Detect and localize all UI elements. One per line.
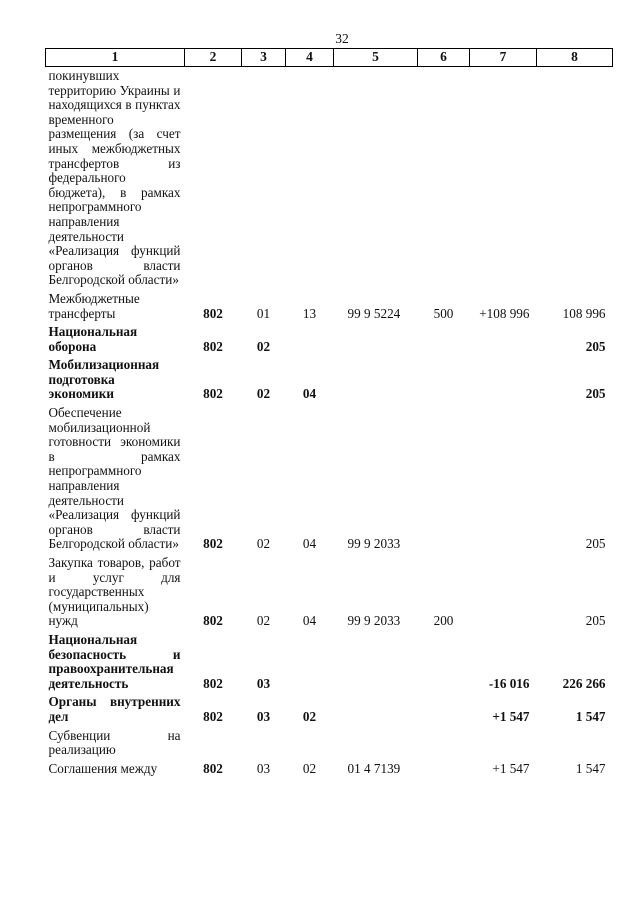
cell-section: 02 (256, 536, 271, 552)
cell-amount: 226 266 (562, 675, 606, 691)
column-header: 5 (334, 49, 418, 67)
cell-target-article (334, 633, 418, 695)
row-name: Национальная безопасность и правоохранительная деятельность (48, 631, 181, 691)
cell-change (470, 325, 537, 358)
cell-amount (537, 67, 613, 292)
cell-amount: 205 (585, 613, 606, 629)
cell-amount: 205 (585, 536, 606, 552)
cell-ministry: 802 (203, 760, 223, 776)
table-row (46, 292, 613, 325)
cell-expense-type (418, 358, 470, 406)
column-header: 8 (537, 49, 613, 67)
row-name: Национальная оборона (48, 324, 138, 354)
cell-ministry: 802 (203, 536, 223, 552)
cell-subsection: 02 (302, 708, 317, 724)
cell-change (470, 729, 537, 762)
cell-expense-type (418, 762, 470, 781)
row-name: Мобилизационная подготовка экономики (48, 357, 160, 402)
table-row (46, 729, 613, 762)
table-row (46, 556, 613, 633)
row-name: Органы внутренних дел (48, 694, 181, 724)
cell-change: -16 016 (488, 675, 530, 691)
cell-section: 01 (256, 305, 271, 321)
cell-target-article (334, 67, 418, 292)
cell-subsection: 02 (302, 760, 317, 776)
cell-amount: 1 547 (575, 708, 606, 724)
table-row (46, 762, 613, 781)
cell-change (470, 358, 537, 406)
cell-expense-type: 500 (433, 305, 454, 321)
cell-subsection: 04 (302, 386, 317, 402)
cell-section: 02 (256, 386, 271, 402)
cell-target-article (334, 695, 418, 728)
cell-target-article: 99 9 5224 (347, 305, 401, 321)
cell-change: +108 996 (479, 305, 530, 321)
row-name: Закупка товаров, работ и услуг для государственных (муниципальных) нужд (48, 555, 181, 629)
cell-change (470, 556, 537, 633)
cell-subsection: 04 (302, 536, 317, 552)
table-row (46, 67, 613, 292)
cell-subsection (286, 729, 334, 762)
column-header: 4 (286, 49, 334, 67)
cell-change (470, 406, 537, 556)
cell-section: 03 (256, 760, 271, 776)
table-row (46, 325, 613, 358)
table-row (46, 358, 613, 406)
row-name: Межбюджетные трансферты (48, 290, 140, 321)
column-header: 2 (185, 49, 242, 67)
cell-target-article: 99 9 2033 (347, 613, 401, 629)
cell-section: 03 (256, 675, 271, 691)
cell-section (242, 729, 286, 762)
cell-amount (537, 729, 613, 762)
column-header: 1 (46, 49, 185, 67)
cell-expense-type (418, 633, 470, 695)
cell-section: 02 (256, 613, 271, 629)
cell-expense-type (418, 729, 470, 762)
row-name: Субвенции на реализацию (48, 727, 181, 758)
cell-ministry: 802 (203, 613, 223, 629)
cell-ministry (185, 67, 242, 292)
cell-amount: 205 (585, 338, 606, 354)
column-header: 6 (418, 49, 470, 67)
cell-ministry: 802 (203, 708, 223, 724)
row-name: Обеспечение мобилизационной готовности экономики в рамках непрограммного направления деятельности «Реализация функций органов власти Белгородской области» (48, 405, 181, 552)
cell-expense-type (418, 67, 470, 292)
page-number: 32 (335, 31, 349, 46)
cell-amount: 108 996 (562, 305, 606, 321)
cell-expense-type (418, 406, 470, 556)
cell-expense-type: 200 (433, 613, 454, 629)
column-header: 3 (242, 49, 286, 67)
cell-expense-type (418, 695, 470, 728)
cell-change: +1 547 (492, 760, 530, 776)
cell-ministry: 802 (203, 675, 223, 691)
column-header: 7 (470, 49, 537, 67)
cell-change: +1 547 (492, 708, 530, 724)
cell-section: 02 (256, 338, 271, 354)
cell-amount: 205 (585, 386, 606, 402)
header-row (46, 49, 613, 67)
cell-ministry (185, 729, 242, 762)
table-row (46, 406, 613, 556)
cell-section (242, 67, 286, 292)
cell-ministry: 802 (203, 386, 223, 402)
cell-target-article (334, 358, 418, 406)
budget-table (45, 48, 613, 780)
cell-change (470, 67, 537, 292)
cell-ministry: 802 (203, 305, 223, 321)
row-name: покинувших территорию Украины и находящихся в пунктах временного размещения (за счет иных межбюджетных трансфертов из федерального бюджета), в рамках непрограммного направления деятельности «Реализация функций органов власти Белгородской области» (48, 68, 181, 288)
cell-expense-type (418, 325, 470, 358)
row-name: Соглашения между (48, 760, 158, 776)
cell-target-article (334, 325, 418, 358)
cell-subsection: 04 (302, 613, 317, 629)
cell-subsection (286, 325, 334, 358)
cell-target-article: 99 9 2033 (347, 536, 401, 552)
table-body (46, 67, 613, 781)
cell-target-article: 01 4 7139 (347, 760, 401, 776)
cell-subsection (286, 67, 334, 292)
cell-subsection (286, 633, 334, 695)
table-row (46, 633, 613, 695)
cell-subsection: 13 (302, 305, 317, 321)
cell-amount: 1 547 (575, 760, 606, 776)
cell-target-article (334, 729, 418, 762)
cell-ministry: 802 (203, 338, 223, 354)
cell-section: 03 (256, 708, 271, 724)
table-row (46, 695, 613, 728)
